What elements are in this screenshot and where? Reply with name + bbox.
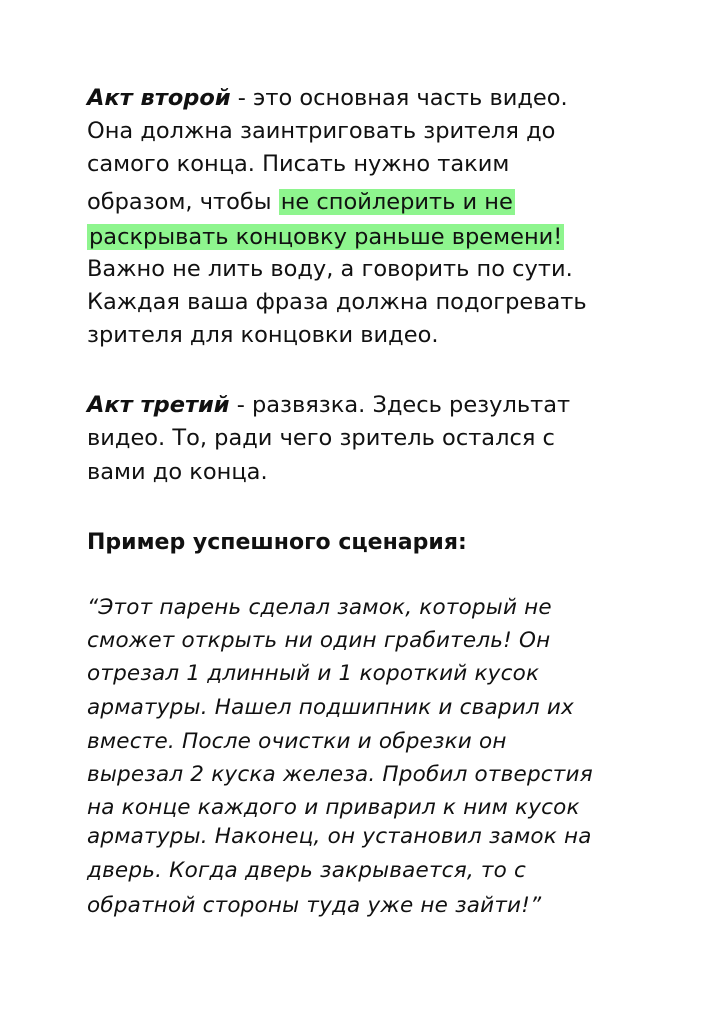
- quote-line: обратной стороны туда уже не зайти!”: [87, 893, 542, 918]
- act2-line-8: зрителя для концовки видео.: [87, 322, 439, 348]
- quote-line: вырезал 2 куска железа. Пробил отверстия: [87, 762, 593, 787]
- act3-line-3: вами до конца.: [87, 459, 268, 485]
- quote-line: дверь. Когда дверь закрывается, то с: [87, 858, 527, 883]
- act2-title: Акт второй: [87, 85, 231, 111]
- act3-line-1: [87, 389, 570, 421]
- act2-line-2: Она должна заинтриговать зрителя до: [87, 118, 556, 144]
- act2-line-6: Важно не лить воду, а говорить по сути.: [87, 256, 573, 282]
- highlight-text-2: раскрывать концовку раньше времени!: [89, 224, 563, 250]
- act2-line-1: [87, 82, 568, 114]
- act2-line-3: самого конца. Писать нужно таким: [87, 151, 510, 177]
- act2-line-4-text: образом, чтобы: [87, 189, 279, 215]
- act2-line-7: Каждая ваша фраза должна подогревать: [87, 289, 587, 315]
- quote-line: сможет открыть ни один грабитель! Он: [87, 628, 551, 653]
- act2-line-5: [87, 221, 564, 253]
- quote-line: “Этот парень сделал замок, который не: [87, 595, 552, 620]
- act3-line-1-text: - развязка. Здесь результат: [229, 392, 571, 418]
- act3-line-2: видео. То, ради чего зритель остался с: [87, 425, 555, 451]
- quote-line: отрезал 1 длинный и 1 короткий кусок: [87, 661, 540, 686]
- act3-title: Акт третий: [87, 392, 230, 418]
- quote-line: на конце каждого и приварил к ним кусок: [87, 795, 580, 820]
- example-heading: Пример успешного сценария:: [87, 530, 467, 555]
- quote-line: вместе. После очистки и обрезки он: [87, 729, 507, 754]
- quote-line: арматуры. Нашел подшипник и сварил их: [87, 695, 574, 720]
- act2-line-1-text: - это основная часть видео.: [230, 85, 568, 111]
- quote-line: арматуры. Наконец, он установил замок на: [87, 824, 592, 849]
- highlight-text-1: не спойлерить и не: [280, 189, 513, 215]
- act2-line-4: [87, 186, 515, 218]
